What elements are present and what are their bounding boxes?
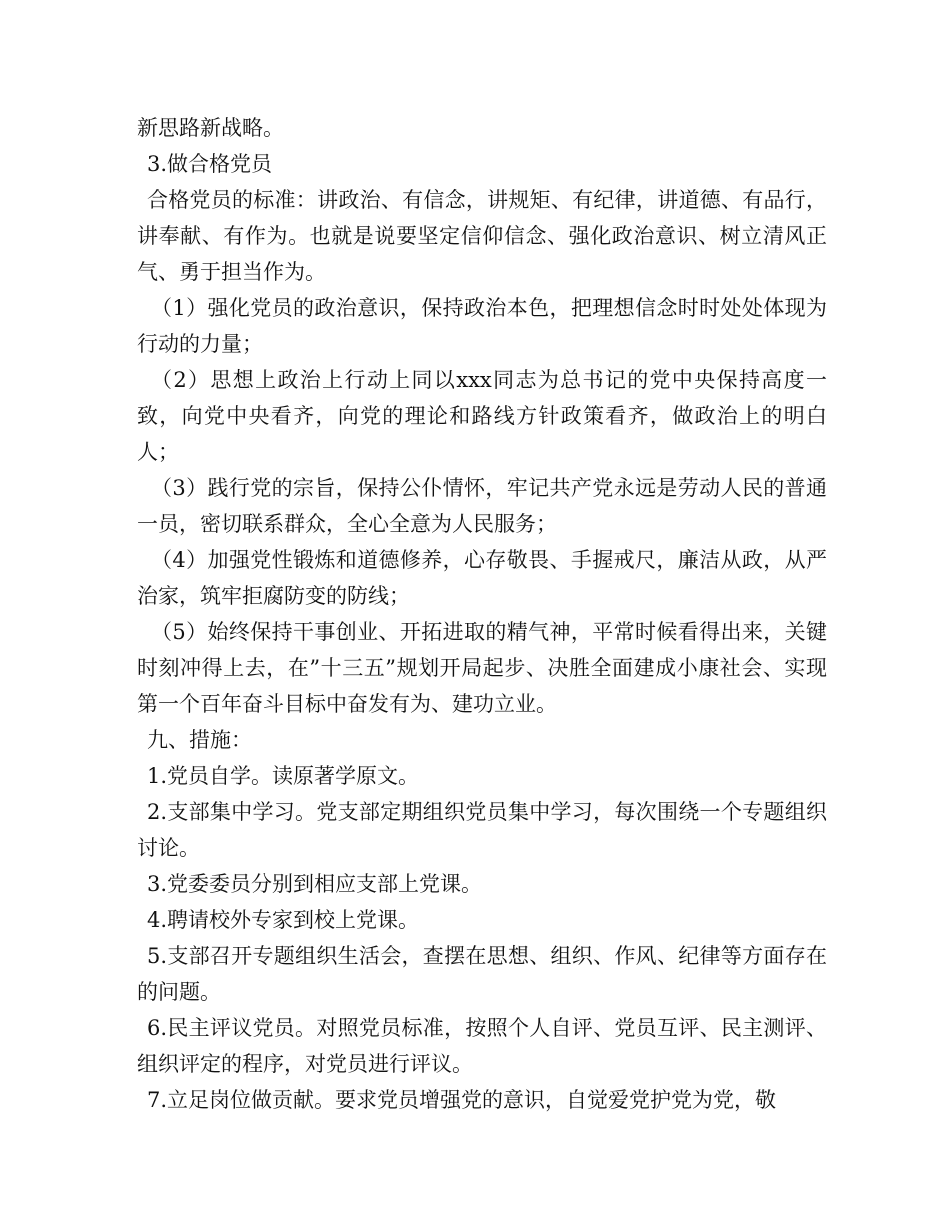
measure-external-experts: 4.聘请校外专家到校上党课。 — [147, 908, 420, 932]
paragraph-strategy-end: 新思路新战略。 — [137, 116, 284, 140]
measure-contribute-at-post: 7.立足岗位做贡献。要求党员增强党的意识，自觉爱党护党为党，敬 — [147, 1088, 777, 1112]
measure-democratic-evaluation: 6.民主评议党员。对照党员标准，按照个人自评、党员互评、民主测评、组织评定的程序，对党员进行评议。 — [137, 1016, 827, 1076]
list-item-serve-people: （3）践行党的宗旨，保持公仆情怀，牢记共产党永远是劳动人民的普通一员，密切联系群众，全心全意为人民服务； — [137, 476, 827, 536]
measure-self-study: 1.党员自学。读原著学原文。 — [147, 764, 420, 788]
list-item-political-awareness: （1）强化党员的政治意识，保持政治本色，把理想信念时时处处体现为行动的力量； — [137, 296, 827, 356]
paragraph-member-standard: 合格党员的标准：讲政治、有信念，讲规矩、有纪律，讲道德、有品行，讲奉献、有作为。也就是说要坚定信仰信念、强化政治意识、树立清风正气、勇于担当作为。 — [137, 188, 827, 284]
document-body — [137, 110, 827, 1118]
heading-qualified-member: 3.做合格党员 — [147, 152, 273, 176]
measure-committee-lectures: 3.党委委员分别到相应支部上党课。 — [147, 872, 483, 896]
measure-life-meeting: 5.支部召开专题组织生活会，查摆在思想、组织、作风、纪律等方面存在的问题。 — [137, 944, 827, 1004]
list-item-align-with-center: （2）思想上政治上行动上同以xxx同志为总书记的党中央保持高度一致，向党中央看齐，向党的理论和路线方针政策看齐，做政治上的明白人； — [137, 368, 827, 464]
measure-branch-study: 2.支部集中学习。党支部定期组织党员集中学习，每次围绕一个专题组织讨论。 — [137, 800, 827, 860]
list-item-integrity: （4）加强党性锻炼和道德修养，心存敬畏、手握戒尺，廉洁从政，从严治家，筑牢拒腐防变的防线； — [137, 548, 827, 608]
heading-measures: 九、措施： — [147, 728, 252, 752]
list-item-enterprising-spirit: （5）始终保持干事创业、开拓进取的精气神，平常时候看得出来，关键时刻冲得上去，在”十三五”规划开局起步、决胜全面建成小康社会、实现第一个百年奋斗目标中奋发有为、建功立业。 — [137, 620, 827, 716]
